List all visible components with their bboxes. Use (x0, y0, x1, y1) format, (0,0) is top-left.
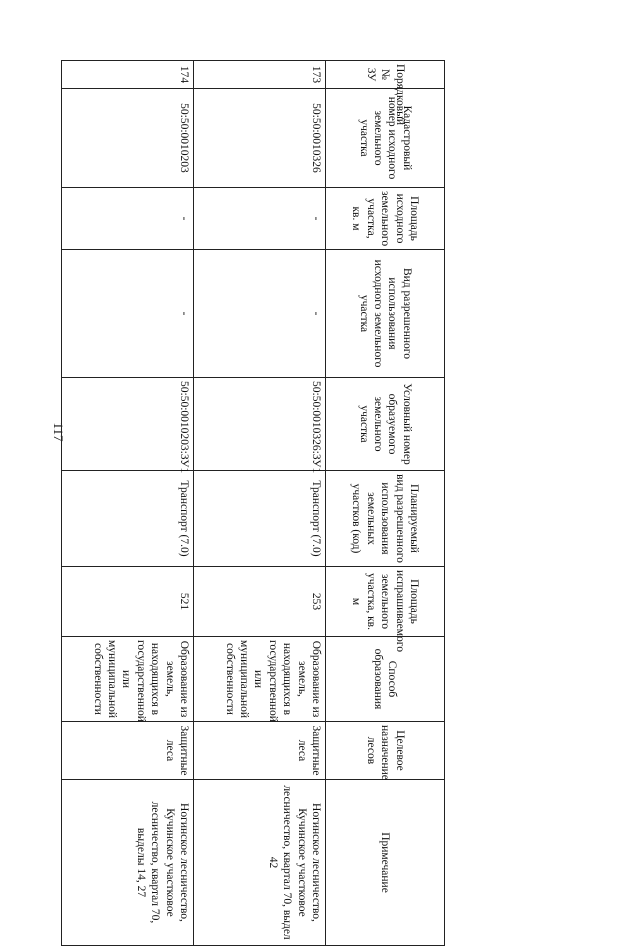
cell-method: Образование из земель, находящихся в государственной или муниципальной собственности (194, 637, 326, 722)
header-cell-cadastral: Кадастровый номер исходного земельного участка (326, 89, 445, 188)
header-cell-note: Примечание (326, 780, 445, 946)
cell-no: 173 (194, 61, 326, 89)
cell-area-source: - (194, 188, 326, 250)
cell-cadastral: 50:50:0010326 (194, 89, 326, 188)
rotated-table-container (61, 60, 445, 940)
cell-planned-use: Транспорт (7.0) (194, 471, 326, 567)
header-cell-purpose: Целевое назначение лесов (326, 722, 445, 780)
header-cell-planned-use: Планируемый вид разрешенного использования земельных участков (код) (326, 471, 445, 567)
cell-planned-use: Транспорт (7.0) (62, 471, 194, 567)
cell-use-source: - (194, 250, 326, 378)
cell-use-source: - (62, 250, 194, 378)
cell-no: 174 (62, 61, 194, 89)
cell-note: Ногинское лесничество, Кучинское участковое лесничество, квартал 70, выдел 42 (194, 780, 326, 946)
header-cell-area-source: Площадь исходного земельного участка, кв. м (326, 188, 445, 250)
cell-area: 521 (62, 567, 194, 637)
table-row (194, 61, 326, 946)
cell-method: Образование из земель, находящихся в государственной или муниципальной собственности (62, 637, 194, 722)
cell-cadastral: 50:50:0010203 (62, 89, 194, 188)
header-cell-method: Способ образования (326, 637, 445, 722)
cell-area: 253 (194, 567, 326, 637)
header-cell-area: Площадь испрашиваемого земельного участка, кв. м (326, 567, 445, 637)
header-cell-no: Порядковый № ЗУ (326, 61, 445, 89)
header-row (326, 61, 445, 946)
page-number: 117 (51, 422, 66, 442)
cell-note: Ногинское лесничество, Кучинское участковое лесничество, квартал 70, выделы 14, 27 (62, 780, 194, 946)
cell-purpose: Защитные леса (194, 722, 326, 780)
header-cell-use-source: Вид разрешенного использования исходного земельного участка (326, 250, 445, 378)
cell-new-number: 50:50:0010203:ЗУ1 (62, 378, 194, 471)
header-cell-new-number: Условный номер образуемого земельного участка (326, 378, 445, 471)
cell-new-number: 50:50:0010326:ЗУ1 (194, 378, 326, 471)
table-row (62, 61, 194, 946)
cell-purpose: Защитные леса (62, 722, 194, 780)
cell-area-source: - (62, 188, 194, 250)
land-plot-table (61, 60, 445, 946)
